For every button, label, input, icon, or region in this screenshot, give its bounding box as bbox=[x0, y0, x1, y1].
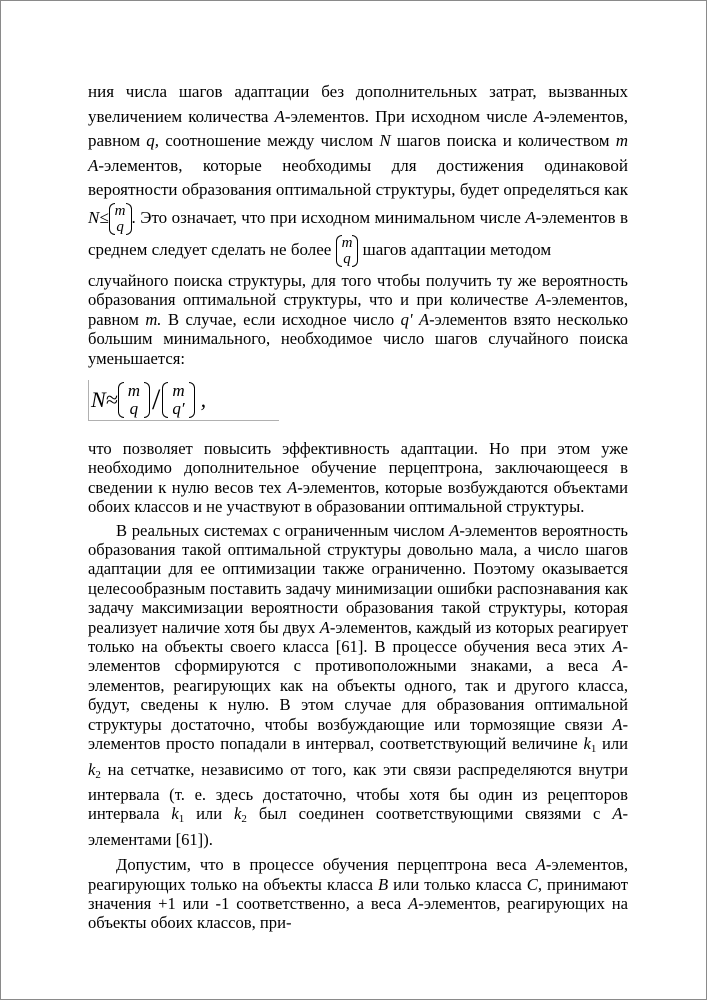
binomial-m-q: m q bbox=[109, 203, 132, 235]
paragraph-random-search: случайного поиска структуры, для того чтобы получить ту же вероятность образования оптимальной структуры, что и при количестве A-элементов, равном m. В случае, если исходное число q' A-элементов взято несколько большим минимального, необходимое число шагов случайного поиска уменьшается: bbox=[88, 270, 628, 368]
document-page bbox=[88, 80, 628, 933]
paragraph-intro: ния числа шагов адаптации без дополнительных затрат, вызванных увеличением количества A-элементов. При исходном числе A-элементов, равном q, соотношение между числом N шагов поиска и количеством m A-элементов, которые необходимы для достижения одинаковой вероятности образования оптимальной структуры, будет определяться как N≤ m q . Это означает, что при исходном минимальном числе A-элементов в среднем следует сделать не более m q шагов адаптации методом bbox=[88, 82, 629, 267]
binomial-m-q-formula: m q bbox=[118, 382, 150, 418]
binomial-m-q-2: m q bbox=[336, 235, 359, 267]
formula-n-approx: N≈ m q / m q′ , bbox=[88, 380, 279, 421]
paragraph-efficiency: что позволяет повысить эффективность адаптации. Но при этом уже необходимо дополнительное обучение перцептрона, заключающееся в сведении к нулю весов тех A-элементов, которые возбуждаются объектами обоих классов и не участвуют в образовании оптимальной структуры. bbox=[88, 439, 628, 517]
paragraph-real-systems: В реальных системах с ограниченным числом A-элементов вероятность образования такой оптимальной структуры довольно мала, а число шагов адаптации для ее оптимизации также ограниченно. Поэтому оказывается целесообразным поставить задачу минимизации ошибки распознавания как задачу максимизации вероятности образования такой структуры, которая реализует наличие хотя бы двух A-элементов, каждый из которых реагирует только на объекты своего класса [61]. В процессе обучения веса этих A-элементов сформируются с противоположными знаками, а веса A-элементов, реагирующих как на объекты одного, так и другого класса, будут, сведены к нулю. В этом случае для образования оптимальной структуры достаточно, чтобы возбуждающие или тормозящие связи A-элементов просто попадали в интервал, соответствующий величине $k_1$ или $k_2$ на сетчатке, независимо от того, как эти связи распределяются внутри интервала (т. е. здесь достаточно, чтобы хотя бы один из рецепторов интервала $k_1$ или $k_2$ был соединен соответствующими связями с A-элементами [61]). bbox=[88, 520, 629, 849]
binomial-m-qprime-formula: m q′ bbox=[162, 382, 194, 418]
leq-symbol: N≤ bbox=[88, 207, 109, 227]
paragraph-assume: Допустим, что в процессе обучения перцептрона веса A-элементов, реагирующих только на объекты класса B или только класса C, принимают значения +1 или -1 соответственно, а веса A-элементов, реагирующих на объекты обоих классов, при- bbox=[88, 855, 629, 933]
